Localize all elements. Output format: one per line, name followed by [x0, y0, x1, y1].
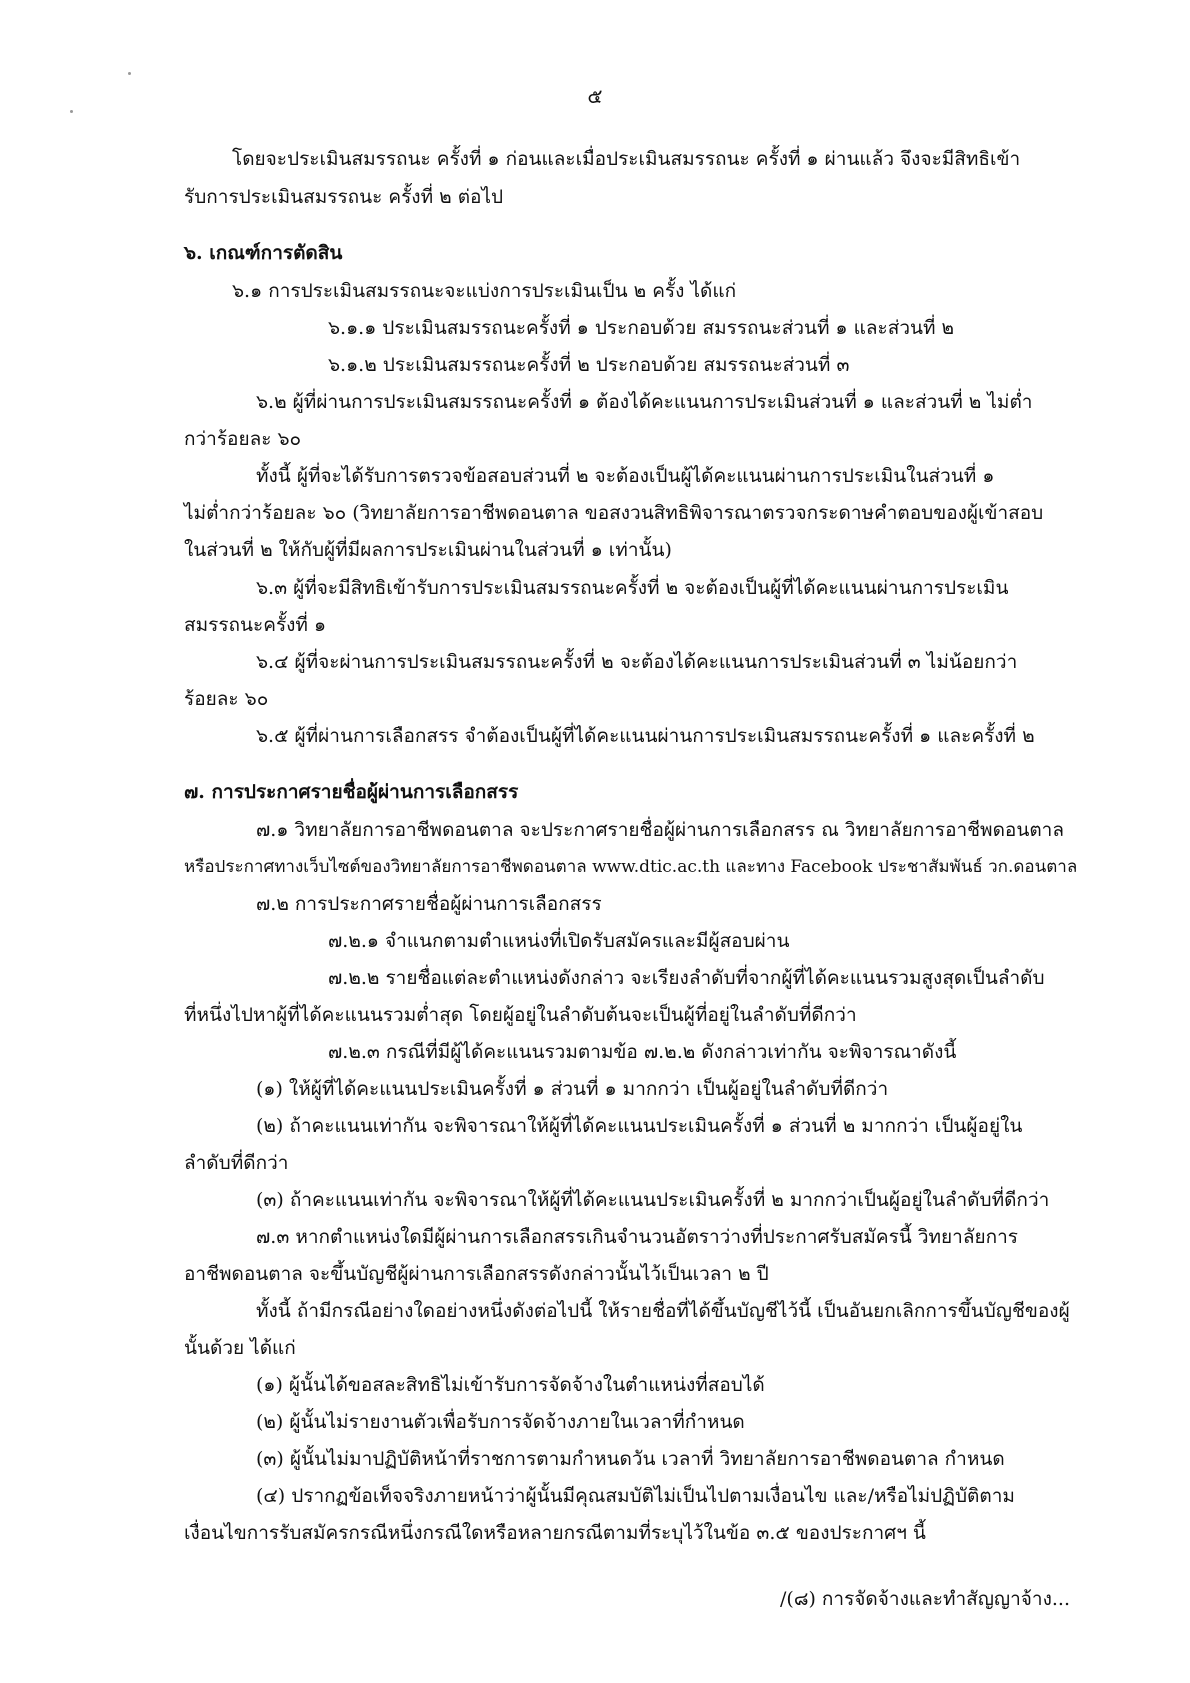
paragraph-line: ไม่ต่ำกว่าร้อยละ ๖๐ (วิทยาลัยการอาชีพดอนตาล ขอสงวนสิทธิพิจารณาตรวจกระดาษคำตอบของผู้เข้าสอบ [184, 502, 1044, 524]
paragraph-line: อาชีพดอนตาล จะขึ้นบัญชีผู้ผ่านการเลือกสรรดังกล่าวนั้นไว้เป็นเวลา ๒ ปี [184, 1263, 769, 1285]
section-heading: ๖. เกณฑ์การตัดสิน [184, 242, 343, 264]
paragraph-line: ทั้งนี้ ถ้ามีกรณีอย่างใดอย่างหนึ่งดังต่อไปนี้ ให้รายชื่อที่ได้ขึ้นบัญชีไว้นี้ เป็นอันยกเลิกการขึ้นบัญชีของผู้ [256, 1300, 1070, 1322]
paragraph-line: รับการประเมินสมรรถนะ ครั้งที่ ๒ ต่อไป [184, 186, 504, 208]
paragraph-line: โดยจะประเมินสมรรถนะ ครั้งที่ ๑ ก่อนและเมื่อประเมินสมรรถนะ ครั้งที่ ๑ ผ่านแล้ว จึงจะมีสิทธิเข้า [232, 148, 1021, 170]
paragraph-line: ๖.๕ ผู้ที่ผ่านการเลือกสรร จำต้องเป็นผู้ที่ได้คะแนนผ่านการประเมินสมรรถนะครั้งที่ ๑ และครั้งที่ ๒ [256, 725, 1035, 747]
paragraph-line: ๗.๒ การประกาศรายชื่อผู้ผ่านการเลือกสรร [256, 893, 602, 915]
scan-speck [128, 72, 131, 75]
paragraph-line: ๖.๓ ผู้ที่จะมีสิทธิเข้ารับการประเมินสมรรถนะครั้งที่ ๒ จะต้องเป็นผู้ที่ได้คะแนนผ่านการประเมิน [256, 577, 1009, 599]
page-number: ๕ [587, 84, 603, 108]
paragraph-line: กว่าร้อยละ ๖๐ [184, 428, 302, 450]
paragraph-line: เงื่อนไขการรับสมัครกรณีหนึ่งกรณีใดหรือหลายกรณีตามที่ระบุไว้ในข้อ ๓.๕ ของประกาศฯ นี้ [184, 1522, 926, 1544]
paragraph-line: (๒) ผู้นั้นไม่รายงานตัวเพื่อรับการจัดจ้างภายในเวลาที่กำหนด [256, 1411, 745, 1433]
paragraph-line: ๗.๑ วิทยาลัยการอาชีพดอนตาล จะประกาศรายชื่อผู้ผ่านการเลือกสรร ณ วิทยาลัยการอาชีพดอนตาล [256, 819, 1064, 841]
paragraph-line: ทั้งนี้ ผู้ที่จะได้รับการตรวจข้อสอบส่วนที่ ๒ จะต้องเป็นผู้ได้คะแนนผ่านการประเมินในส่วนที่ ๑ [256, 465, 995, 487]
paragraph-line: (๔) ปรากฏข้อเท็จจริงภายหน้าว่าผู้นั้นมีคุณสมบัติไม่เป็นไปตามเงื่อนไข และ/หรือไม่ปฏิบัติตาม [256, 1485, 1015, 1507]
paragraph-line: (๑) ให้ผู้ที่ได้คะแนนประเมินครั้งที่ ๑ ส่วนที่ ๑ มากกว่า เป็นผู้อยู่ในลำดับที่ดีกว่า [256, 1078, 889, 1100]
paragraph-line: ๖.๒ ผู้ที่ผ่านการประเมินสมรรถนะครั้งที่ ๑ ต้องได้คะแนนการประเมินส่วนที่ ๑ และส่วนที่ ๒ ไม่ต่ำ [256, 391, 1033, 413]
paragraph-line: ในส่วนที่ ๒ ให้กับผู้ที่มีผลการประเมินผ่านในส่วนที่ ๑ เท่านั้น) [184, 539, 672, 561]
paragraph-line: หรือประกาศทางเว็บไซต์ของวิทยาลัยการอาชีพดอนตาล www.dtic.ac.th และทาง Facebook ประชาสัมพันธ์ วก.ดอนตาล [184, 857, 1078, 877]
paragraph-line: (๓) ถ้าคะแนนเท่ากัน จะพิจารณาให้ผู้ที่ได้คะแนนประเมินครั้งที่ ๒ มากกว่าเป็นผู้อยู่ในลำดับที่ดีกว่า [256, 1189, 1050, 1211]
paragraph-line: ที่หนึ่งไปหาผู้ที่ได้คะแนนรวมต่ำสุด โดยผู้อยู่ในลำดับต้นจะเป็นผู้ที่อยู่ในลำดับที่ดีกว่า [184, 1004, 857, 1026]
section-heading: ๗. การประกาศรายชื่อผู้ผ่านการเลือกสรร [184, 781, 519, 803]
paragraph-line: ๖.๑ การประเมินสมรรถนะจะแบ่งการประเมินเป็น ๒ ครั้ง ได้แก่ [232, 280, 737, 302]
paragraph-line: ๗.๓ หากตำแหน่งใดมีผู้ผ่านการเลือกสรรเกินจำนวนอัตราว่างที่ประกาศรับสมัครนี้ วิทยาลัยการ [256, 1226, 1018, 1248]
paragraph-line: สมรรถนะครั้งที่ ๑ [184, 614, 327, 636]
paragraph-line: (๑) ผู้นั้นได้ขอสละสิทธิไม่เข้ารับการจัดจ้างในตำแหน่งที่สอบได้ [256, 1374, 765, 1396]
paragraph-line: ๗.๒.๓ กรณีที่มีผู้ได้คะแนนรวมตามข้อ ๗.๒.๒ ดังกล่าวเท่ากัน จะพิจารณาดังนี้ [328, 1041, 957, 1063]
paragraph-line: ลำดับที่ดีกว่า [184, 1152, 289, 1174]
paragraph-line: ๖.๔ ผู้ที่จะผ่านการประเมินสมรรถนะครั้งที่ ๒ จะต้องได้คะแนนการประเมินส่วนที่ ๓ ไม่น้อยกว่า [256, 651, 1018, 673]
paragraph-line: ๖.๑.๑ ประเมินสมรรถนะครั้งที่ ๑ ประกอบด้วย สมรรถนะส่วนที่ ๑ และส่วนที่ ๒ [328, 317, 955, 339]
paragraph-line: ๗.๒.๒ รายชื่อแต่ละตำแหน่งดังกล่าว จะเรียงลำดับที่จากผู้ที่ได้คะแนนรวมสูงสุดเป็นลำดับ [328, 967, 1045, 989]
paragraph-line: ร้อยละ ๖๐ [184, 688, 269, 710]
paragraph-line: ๖.๑.๒ ประเมินสมรรถนะครั้งที่ ๒ ประกอบด้วย สมรรถนะส่วนที่ ๓ [328, 354, 850, 376]
paragraph-line: ๗.๒.๑ จำแนกตามตำแหน่งที่เปิดรับสมัครและมีผู้สอบผ่าน [328, 930, 790, 952]
paragraph-line: (๓) ผู้นั้นไม่มาปฏิบัติหน้าที่ราชการตามกำหนดวัน เวลาที่ วิทยาลัยการอาชีพดอนตาล กำหนด [256, 1448, 1005, 1470]
continuation-note: /(๘) การจัดจ้างและทำสัญญาจ้าง... [780, 1588, 1070, 1610]
paragraph-line: นั้นด้วย ได้แก่ [184, 1337, 296, 1359]
paragraph-line: (๒) ถ้าคะแนนเท่ากัน จะพิจารณาให้ผู้ที่ได้คะแนนประเมินครั้งที่ ๑ ส่วนที่ ๒ มากกว่า เป็นผู้อยู่ใน [256, 1115, 1023, 1137]
